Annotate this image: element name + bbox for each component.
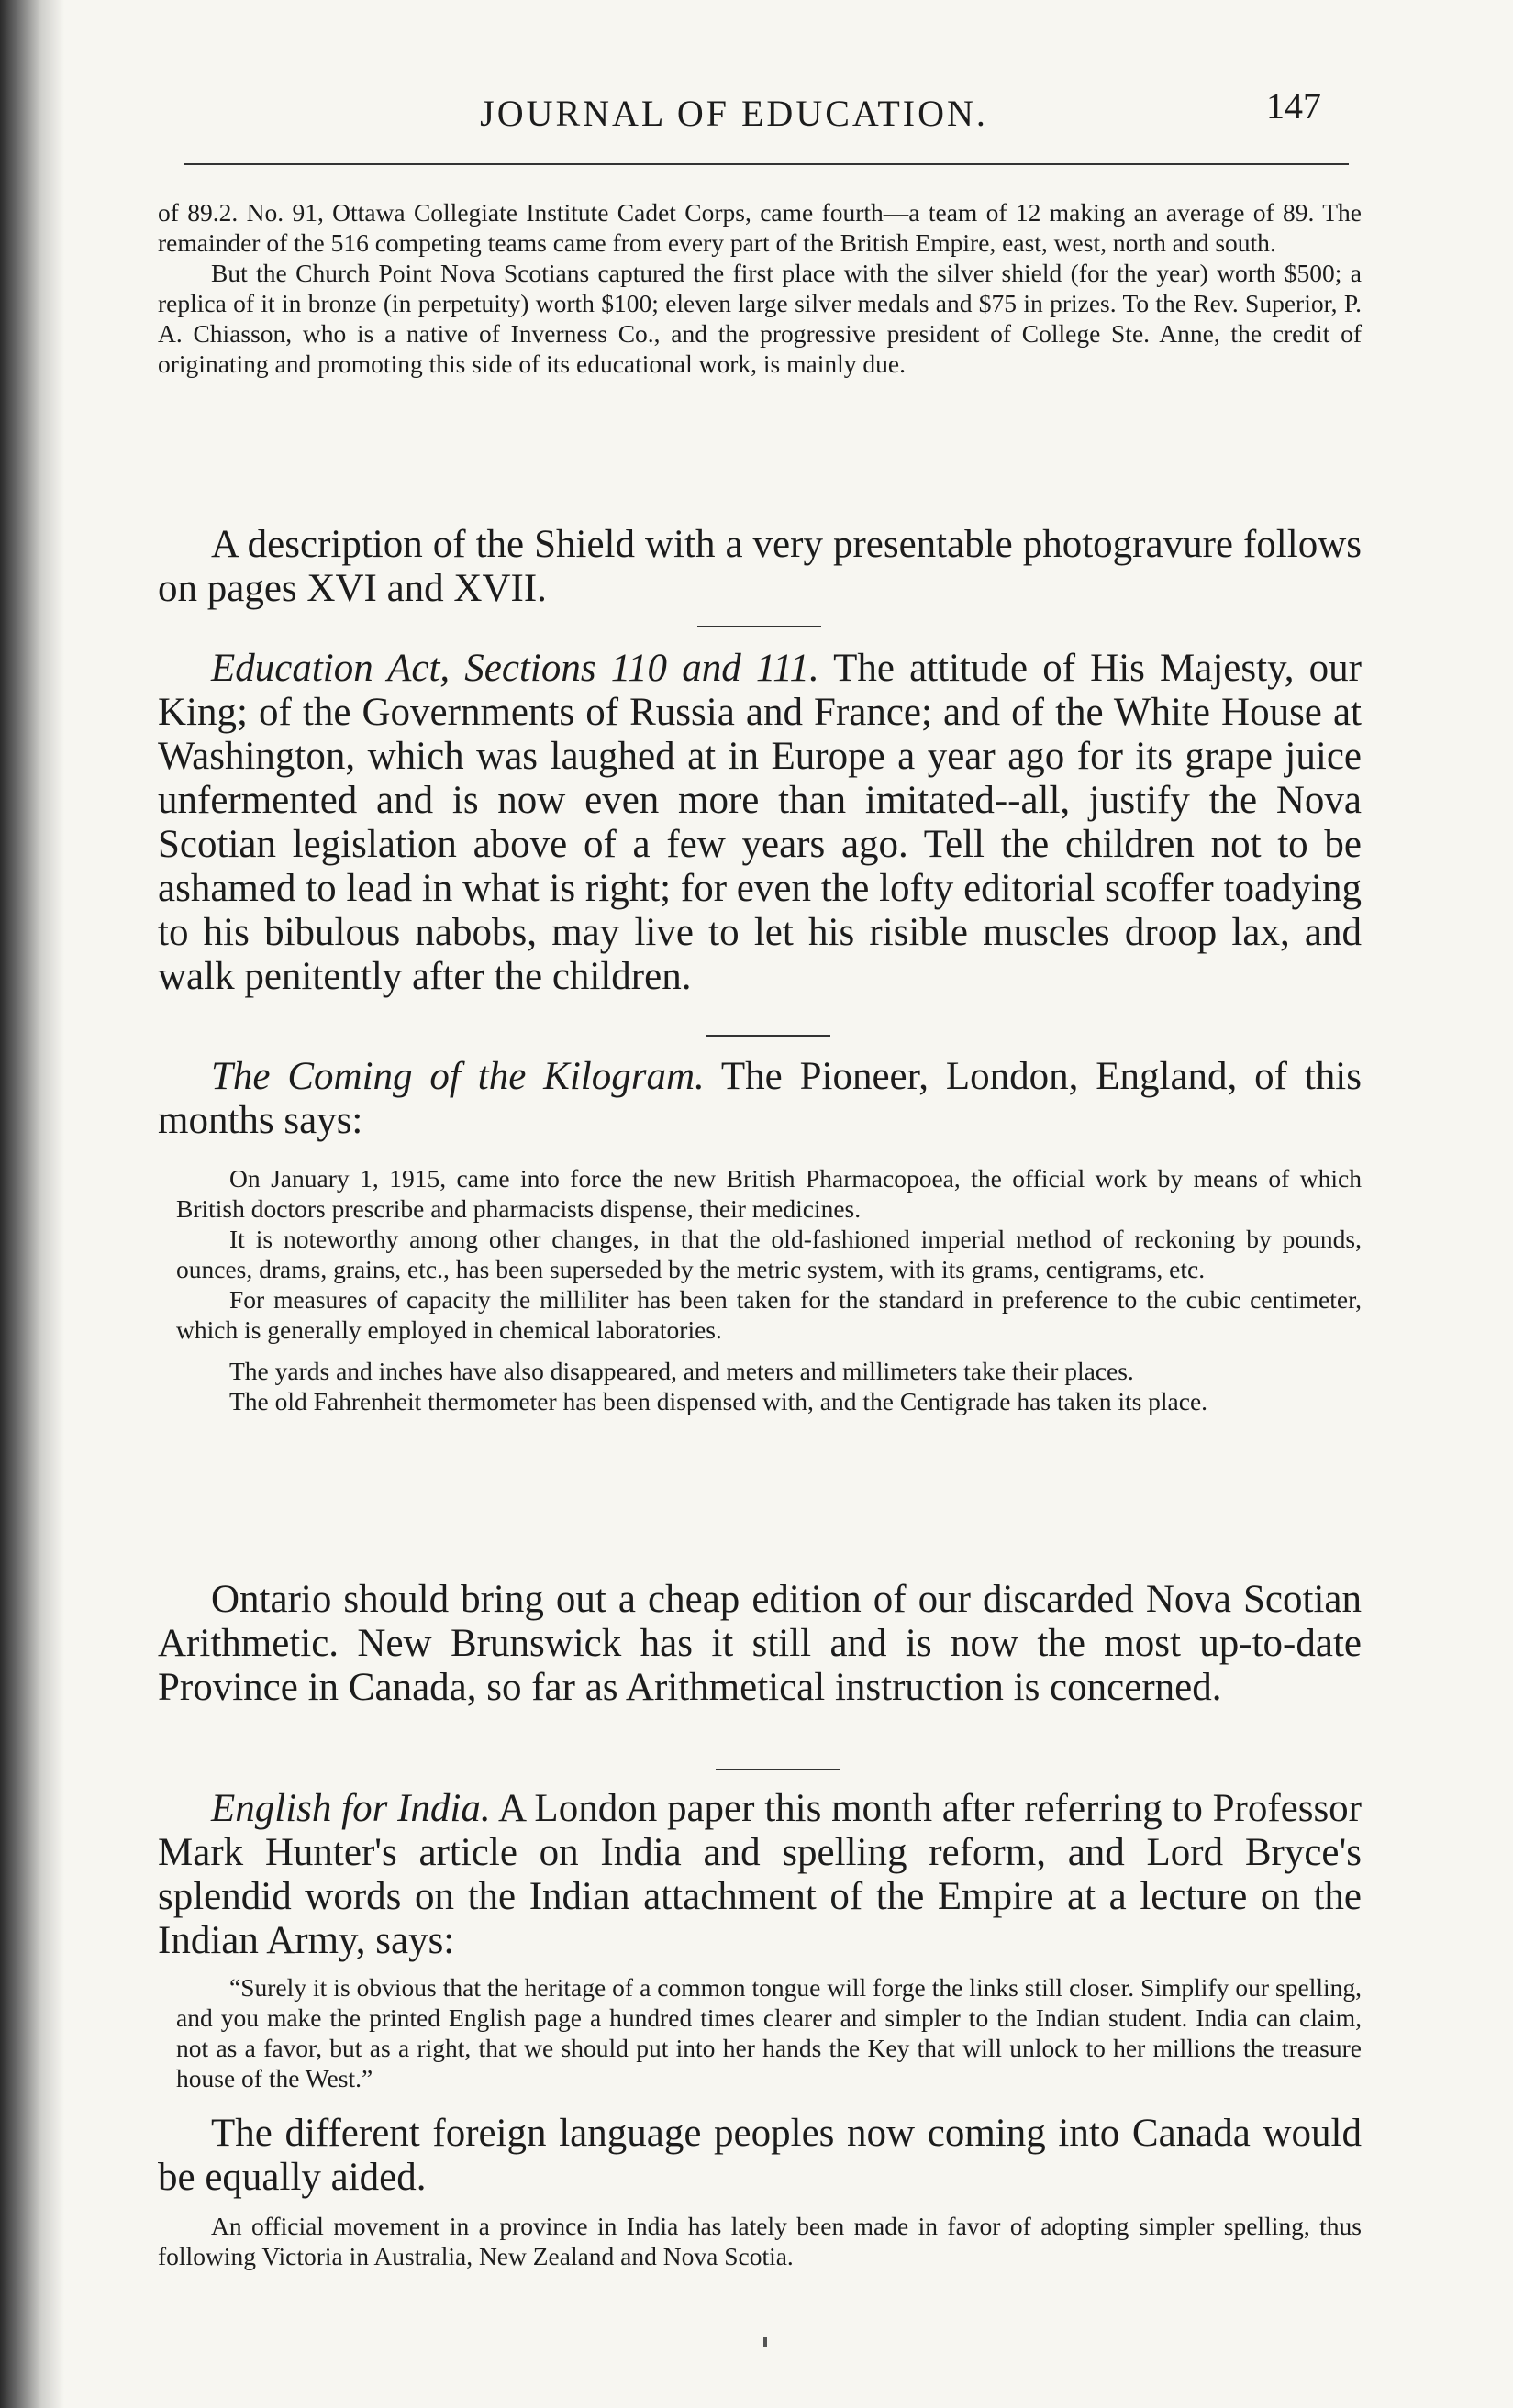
paragraph: But the Church Point Nova Scotians captured the first place with the silver shield (for the year) worth $500; a replica of it in bronze (in perpetuity) worth $100; eleven large silver medals and $75 in prizes. To the Rev. Superior, P. A. Chiasson, who is a native of Inverness Co., and the progressive president of College Ste. Anne, the credit of originating and promoting this side of its educational work, is mainly due. (158, 259, 1362, 378)
quote-paragraph: For measures of capacity the milliliter has been taken for the standard in preference to the cubic centimeter, which is generally employed in chemical laboratories. (176, 1285, 1362, 1344)
section-india-closing (158, 2112, 1362, 2200)
header-rule (184, 163, 1349, 165)
quote-paragraph: “Surely it is obvious that the heritage of a common tongue will forge the links still closer. Simplify our spelling, and you make the printed English page a hundred times clearer and simpler to the Indian student. India can claim, not as a favor, but as a right, that we should put into her hands the Key that will unlock to her millions the treasure house of the West.” (176, 1973, 1362, 2092)
shield-description (158, 523, 1362, 611)
kilogram-quotation (158, 1163, 1362, 1416)
quote-paragraph: The yards and inches have also disappeared, and meters and millimeters take their places. (229, 1357, 1134, 1385)
section-english-india (158, 1787, 1362, 1963)
running-header-title: JOURNAL OF EDUCATION. (480, 93, 988, 134)
ink-speck (763, 2337, 767, 2347)
quote-paragraph: It is noteworthy among other changes, in that the old-fashioned imperial method of reckoning by pounds, ounces, drams, grains, etc., has been superseded by the metric system, with its grams, centigrams, etc. (176, 1225, 1362, 1283)
section-body: The Pioneer, London, England, of this months says: (158, 1055, 1362, 1142)
paragraph: of 89.2. No. 91, Ottawa Collegiate Institute Cadet Corps, came fourth—a team of 12 making an average of 89. The remainder of the 516 competing teams came from every part of the British Empire, east, west, north and south. (158, 198, 1362, 257)
paragraph (158, 647, 1362, 999)
section-divider (706, 1035, 830, 1037)
section-india-footnote (158, 2211, 1362, 2271)
section-kilogram-closing (158, 1578, 1362, 1710)
section-education-act (158, 647, 1362, 999)
india-quotation (158, 1972, 1362, 2093)
paragraph: An official movement in a province in India has lately been made in favor of adopting simpler spelling, thus following Victoria in Australia, New Zealand and Nova Scotia. (158, 2212, 1362, 2270)
binding-shadow (0, 0, 64, 2408)
section-heading: Education Act, Sections 110 and 111. (211, 647, 819, 690)
paragraph: The different foreign language peoples now coming into Canada would be equally aided. (158, 2112, 1362, 2199)
paragraph: Ontario should bring out a cheap edition of our discarded Nova Scotian Arithmetic. New Brunswick has it still and is now the most up-to-date Province in Canada, so far as Arithmetical instruction is concerned. (158, 1578, 1362, 1709)
section-cadet-corps (158, 197, 1362, 379)
paragraph: A description of the Shield with a very presentable photogravure follows on pages XVI and XVII. (158, 523, 1362, 610)
paragraph (158, 1055, 1362, 1143)
section-divider (716, 1769, 840, 1770)
paragraph (158, 1787, 1362, 1963)
section-divider (697, 626, 821, 627)
page-number: 147 (1266, 85, 1321, 127)
section-heading: English for India. (211, 1787, 491, 1830)
section-kilogram-intro (158, 1055, 1362, 1143)
section-body: The attitude of His Majesty, our King; of the Governments of Russia and France; and of the White House at Washington, which was laughed at in Europe a year ago for its grape juice unfermented and is now even more than imitated--all, justify the Nova Scotian legislation above of a few years ago. Tell the children not to be ashamed to lead in what is right; for even the lofty editorial scoffer toadying to his bibulous nabobs, may live to let his risible muscles droop lax, and walk penitently after the children. (158, 647, 1362, 998)
quote-paragraph: The old Fahrenheit thermometer has been dispensed with, and the Centigrade has taken its place. (229, 1387, 1208, 1415)
quote-paragraph: On January 1, 1915, came into force the new British Pharmacopoea, the official work by means of which British doctors prescribe and pharmacists dispense, their medicines. (176, 1164, 1362, 1223)
section-body: A London paper this month after referring to Professor Mark Hunter's article on India and spelling reform, and Lord Bryce's splendid words on the Indian attachment of the Empire at a lecture on the Indian Army, says: (158, 1787, 1363, 1962)
section-heading: The Coming of the Kilogram. (211, 1055, 705, 1098)
